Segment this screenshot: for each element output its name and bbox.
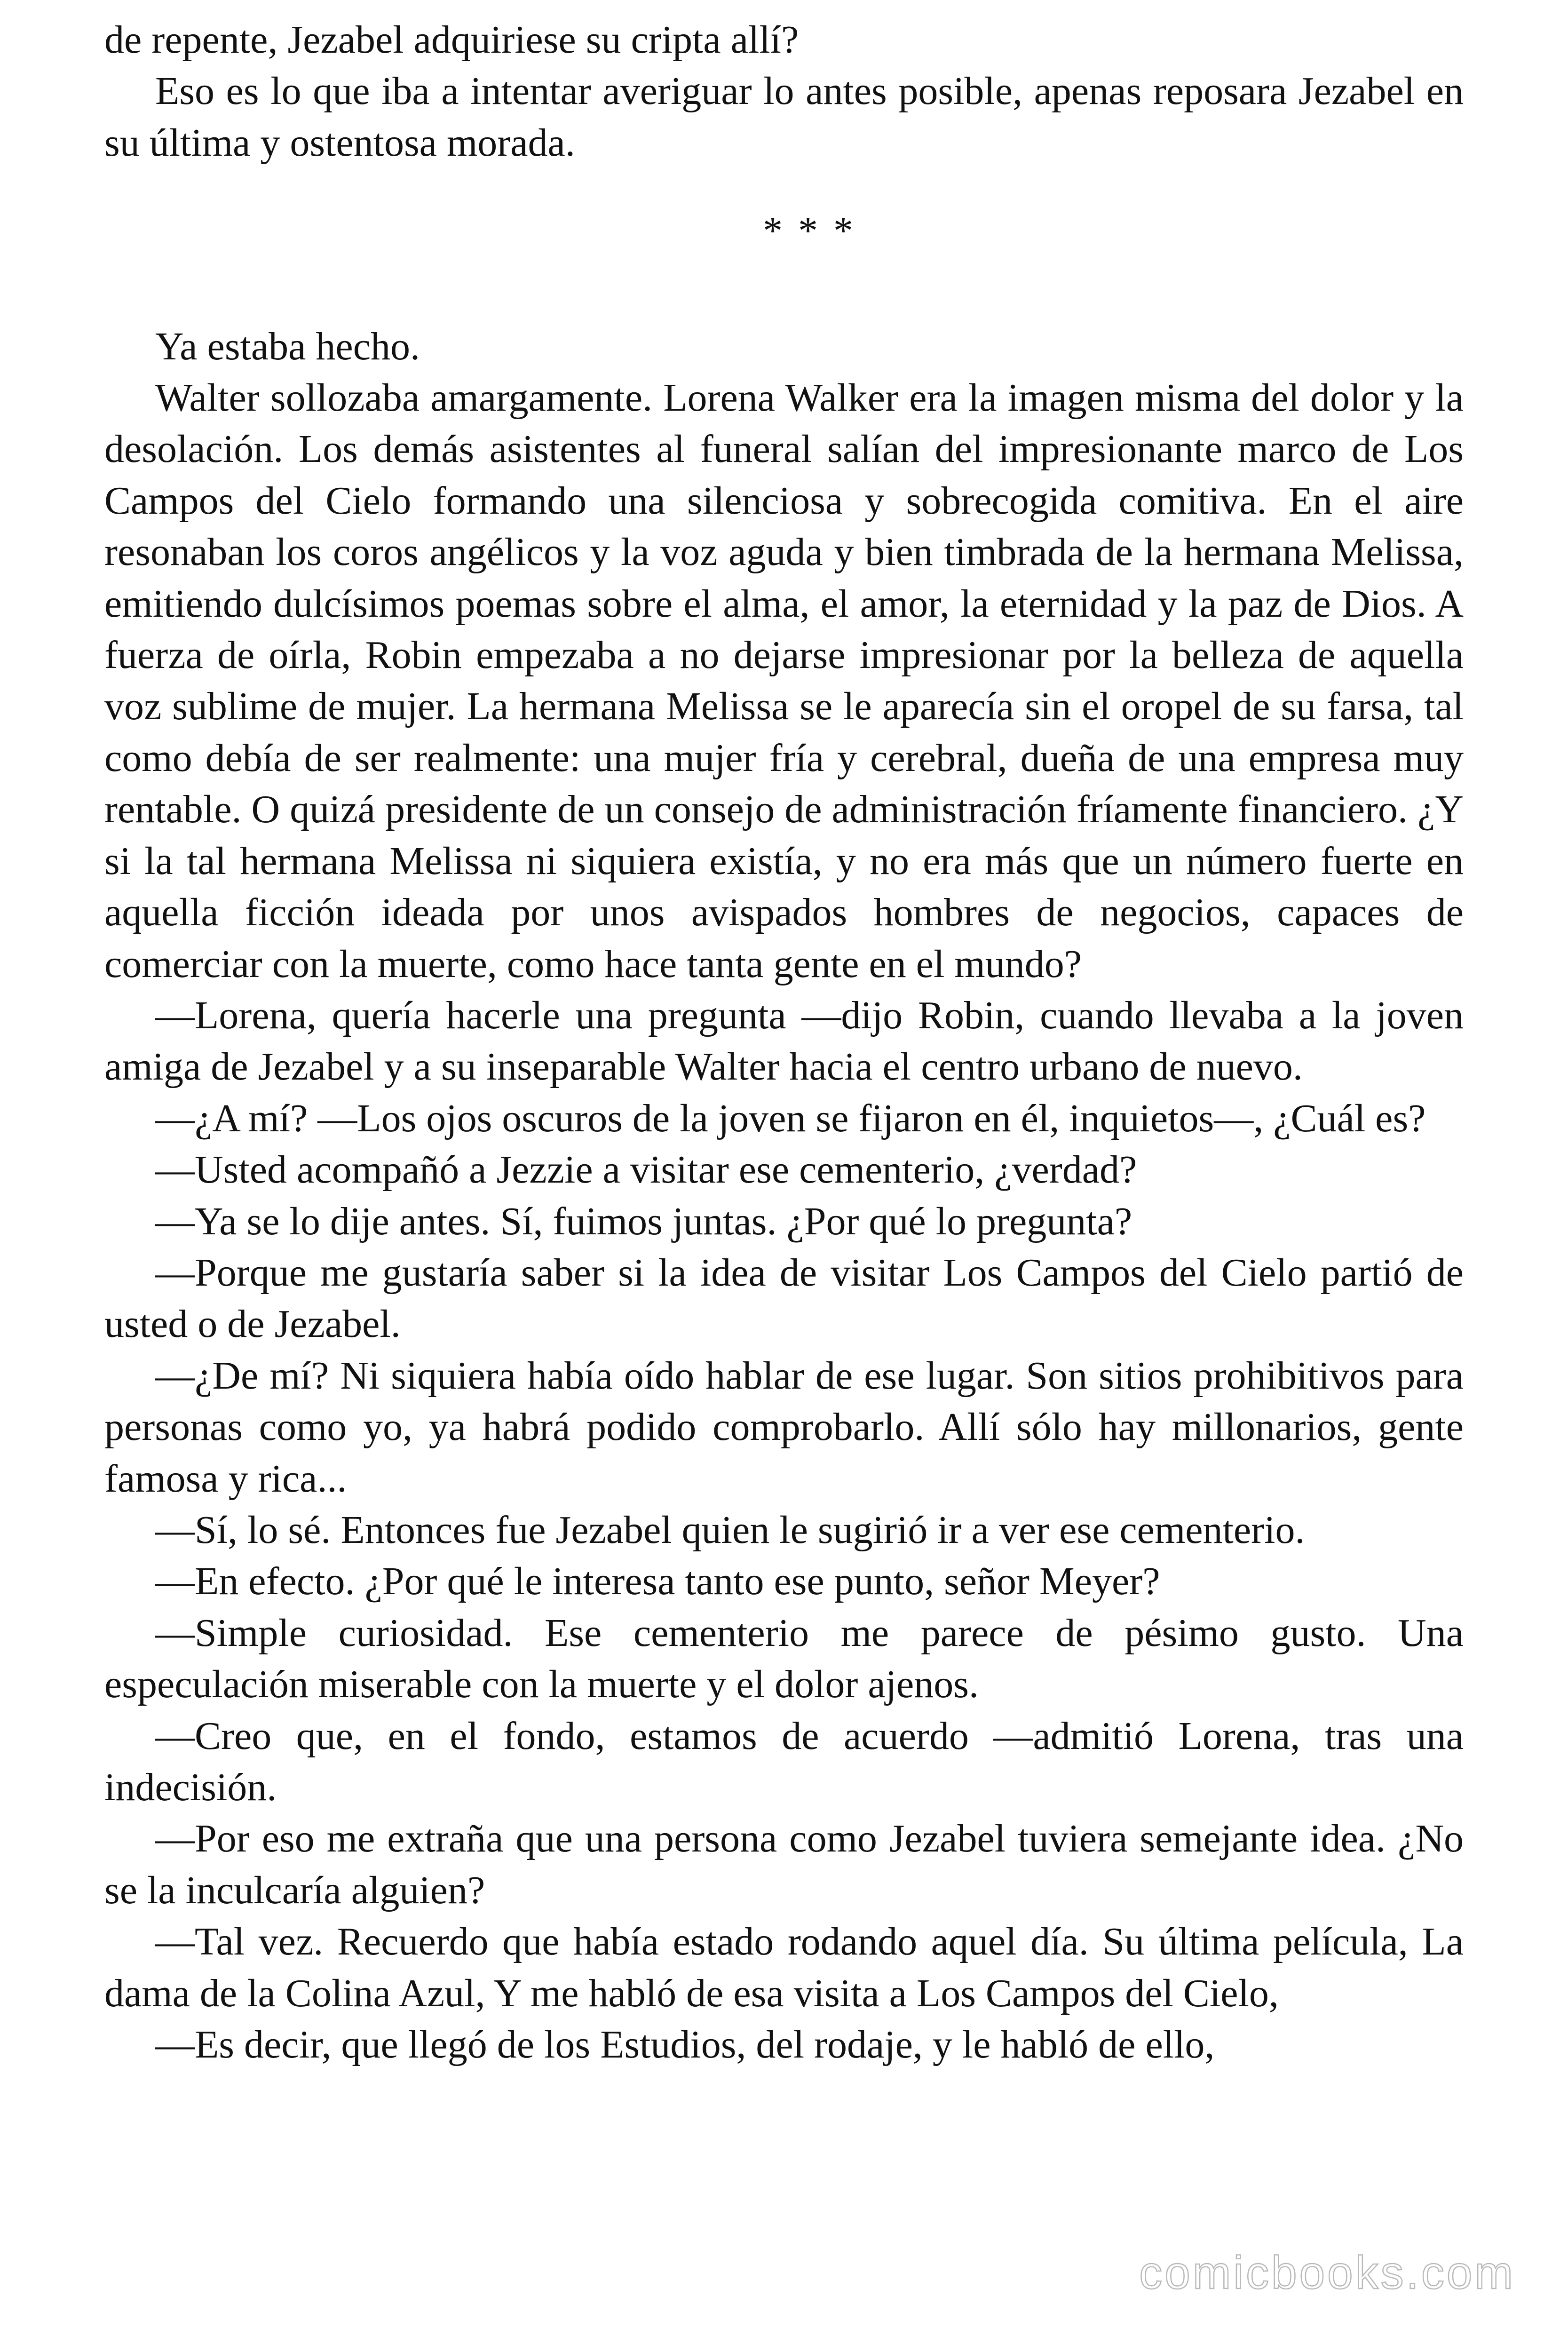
paragraph: —Tal vez. Recuerdo que había estado rodando aquel día. Su última película, La dama de la Colina Azul, Y me habló de esa visita a Los Campos del Cielo, xyxy=(104,1920,1464,2015)
watermark: comicbooks.com xyxy=(1139,2247,1515,2298)
paragraph: —Por eso me extraña que una persona como Jezabel tuviera semejante idea. ¿No se la inculcaría alguien? xyxy=(104,1817,1464,1912)
paragraph: Ya estaba hecho. xyxy=(155,324,420,368)
paragraph: de repente, Jezabel adquiriese su cripta allí? xyxy=(104,18,799,62)
paragraph: —¿De mí? Ni siquiera había oído hablar de ese lugar. Son sitios prohibitivos para personas como yo, ya habrá podido comprobarlo. Allí sólo hay millonarios, gente famosa y rica... xyxy=(104,1353,1464,1501)
book-page xyxy=(104,14,1464,2070)
paragraph: —Creo que, en el fondo, estamos de acuerdo —admitió Lorena, tras una indecisión. xyxy=(104,1714,1464,1809)
paragraph: Eso es lo que iba a intentar averiguar lo antes posible, apenas reposara Jezabel en su última y ostentosa morada. xyxy=(104,69,1464,165)
paragraph: —Porque me gustaría saber si la idea de visitar Los Campos del Cielo partió de usted o de Jezabel. xyxy=(104,1250,1464,1346)
paragraph: —Lorena, quería hacerle una pregunta —dijo Robin, cuando llevaba a la joven amiga de Jezabel y a su inseparable Walter hacia el centro urbano de nuevo. xyxy=(104,993,1464,1089)
paragraph: —Sí, lo sé. Entonces fue Jezabel quien le sugirió ir a ver ese cementerio. xyxy=(155,1508,1305,1552)
paragraph: Walter sollozaba amargamente. Lorena Walker era la imagen misma del dolor y la desolación. Los demás asistentes al funeral salían del impresionante marco de Los Campos del Cielo formando una silenciosa y sobrecogida comitiva. En el aire resonaban los coros angélicos y la voz aguda y bien timbrada de la hermana Melissa, emitiendo dulcísimos poemas sobre el alma, el amor, la eternidad y la paz de Dios. A fuerza de oírla, Robin empezaba a no dejarse impresionar por la belleza de aquella voz sublime de mujer. La hermana Melissa se le aparecía sin el oropel de su farsa, tal como debía de ser realmente: una mujer fría y cerebral, dueña de una empresa muy rentable. O quizá presidente de un consejo de administración fríamente financiero. ¿Y si la tal hermana Melissa ni siquiera existía, y no era más que un número fuerte en aquella ficción ideada por unos avispados hombres de negocios, capaces de comerciar con la muerte, como hace tanta gente en el mundo? xyxy=(104,376,1464,986)
paragraph: —Es decir, que llegó de los Estudios, del rodaje, y le habló de ello, xyxy=(155,2023,1215,2067)
section-separator: * * * xyxy=(763,209,856,253)
paragraph: —Usted acompañó a Jezzie a visitar ese cementerio, ¿verdad? xyxy=(155,1148,1137,1192)
paragraph: —En efecto. ¿Por qué le interesa tanto ese punto, señor Meyer? xyxy=(155,1559,1160,1604)
paragraph: —Simple curiosidad. Ese cementerio me parece de pésimo gusto. Una especulación miserable con la muerte y el dolor ajenos. xyxy=(104,1611,1464,1707)
paragraph: —¿A mí? —Los ojos oscuros de la joven se fijaron en él, inquietos—, ¿Cuál es? xyxy=(155,1096,1426,1140)
paragraph: —Ya se lo dije antes. Sí, fuimos juntas. ¿Por qué lo pregunta? xyxy=(155,1199,1132,1243)
